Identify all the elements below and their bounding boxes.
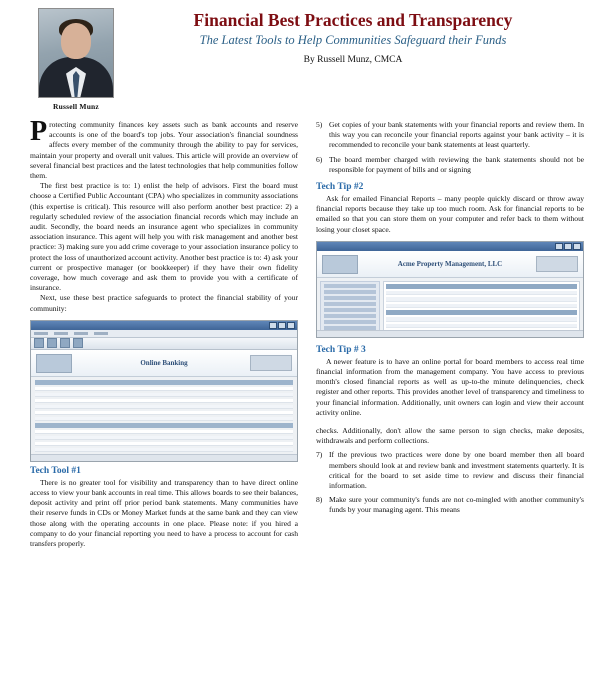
list-item-number: 8) (316, 495, 323, 505)
figure-online-banking (30, 320, 298, 462)
close-icon (287, 322, 295, 329)
author-name: Russell Munz (53, 102, 99, 111)
article-columns (0, 116, 612, 549)
paragraph-tech-tip-3: A newer feature is to have an online portal for board members to access real time financial information from the management company. You have access to previous month's closed financial reports as well as up-to-the minute delinquencies, check register and other reports. This provides another level of transparency and timeliness to your financial information. Additionally, unit owners can login and view their account activity online. (316, 356, 584, 417)
figure-app-banner (31, 350, 297, 377)
sidebar-item (324, 302, 376, 306)
list-item (316, 120, 584, 151)
heading-tech-tip-3: Tech Tip # 3 (316, 344, 366, 355)
author-photo (38, 8, 114, 98)
account-summary-box (250, 355, 292, 371)
menu-item (54, 332, 68, 335)
forward-icon (47, 338, 57, 348)
menu-item (94, 332, 108, 335)
heading-tech-tip-2: Tech Tip #2 (316, 182, 364, 193)
table-row (35, 417, 293, 422)
paragraph-advisors: The first best practice is to: 1) enlist the help of advisors. First the board must choose a Certified Public Accountant (CPA) who specializes in community associations (this expertise is critical). This resource will also perform another best practice: 2) a regularly scheduled review of the association financial records which may include an audit. Secondly, the board needs an insurance agent who specializes in community association insurance. This agent will help you with risk management and another best practice: 3) making sure you add crime coverage to your association insurance policy to protect the loss of unauthorized account activity. Another best practice is to: 4) ask your current or prospective manager (or bookkeeper) if they have their own fidelity coverage, how much coverage and ask them to provide you with a certificate of insurance. (30, 181, 298, 293)
table-header (386, 284, 577, 289)
table-row (35, 442, 293, 447)
refresh-icon (60, 338, 70, 348)
table-header (35, 380, 293, 385)
table-row (386, 304, 577, 309)
menu-item (34, 332, 48, 335)
sidebar-item (324, 284, 376, 288)
list-item-number: 7) (316, 450, 323, 460)
list-item (316, 495, 584, 515)
table-row (386, 317, 577, 322)
paragraph-intro-text: rotecting community finances key assets such as bank accounts and reserve accounts is one of the board's top jobs. Your association's financial soundness affects every member of the community through the ability to pay for services, maintain your property and overall unit values. This article will provide an overview of several financial best practices and the latest technologies that help communities follow them. (30, 120, 298, 181)
figure-app-banner (317, 251, 583, 278)
list-item (316, 155, 584, 175)
sidebar-item (324, 320, 376, 324)
figure-portal-body (317, 278, 583, 338)
title-block (122, 6, 584, 65)
list-item-number: 6) (316, 154, 323, 164)
practices-list-top (316, 120, 584, 175)
table-row (35, 399, 293, 404)
photo-face-shape (61, 23, 91, 59)
figure-caption-tech-tool-1: Tech Tool #1 (30, 465, 81, 476)
left-column (30, 116, 298, 549)
table-row (386, 291, 577, 296)
right-column (316, 120, 584, 549)
home-icon (73, 338, 83, 348)
figure-app-title: Acme Property Management, LLC (397, 259, 503, 268)
bank-logo-icon (36, 354, 72, 373)
page-subtitle: The Latest Tools to Help Communities Safeguard their Funds (199, 33, 507, 48)
sidebar-item (324, 308, 376, 312)
table-header (386, 310, 577, 315)
figure-account-grid (31, 377, 297, 462)
portal-login-box (536, 256, 578, 272)
figure-statusbar (317, 330, 583, 337)
figure-toolbar (31, 338, 297, 350)
paragraph-intro (30, 116, 298, 181)
table-row (386, 324, 577, 329)
table-row (35, 411, 293, 416)
byline: By Russell Munz, CMCA (303, 55, 403, 66)
close-icon (573, 243, 581, 250)
sidebar-item (324, 290, 376, 294)
page-title: Financial Best Practices and Transparency (193, 10, 513, 30)
figure-statusbar (31, 454, 297, 461)
practices-list-bottom (316, 450, 584, 515)
figure-menubar (31, 330, 297, 338)
maximize-icon (278, 322, 286, 329)
minimize-icon (269, 322, 277, 329)
author-block (30, 6, 122, 111)
maximize-icon (564, 243, 572, 250)
paragraph-tech-tool-1: There is no greater tool for visibility and transparency than to have direct online access to view your bank accounts in real time. This allows boards to see their balances, deposit activity and print off prior period bank statements. Many communities have their reserve funds in CDs or Money Market funds at the same bank and they can view those along with the operating accounts in one place. Please note: if you hired a company to do your financial reporting you need to have a process to account for cash transfers properly. (30, 477, 298, 549)
drop-cap: P (30, 116, 48, 147)
list-item-text: Make sure your community's funds are not co-mingled with another community's funds by your managing agent. This means (329, 495, 584, 515)
table-header (35, 423, 293, 428)
sidebar-item (324, 296, 376, 300)
article-header (0, 0, 612, 120)
figure-titlebar (317, 242, 583, 251)
list-item-text: If the previous two practices were done by one board member then all board members should look at and review bank and investment statements quarterly. It is critical for the board to set aside time to review and discuss their financial information. (329, 450, 584, 491)
table-row (35, 393, 293, 398)
company-logo-icon (322, 255, 358, 274)
table-row (386, 297, 577, 302)
minimize-icon (555, 243, 563, 250)
list-item-number: 5) (316, 120, 323, 129)
paragraph-safeguards-lead: Next, use these best practice safeguards to protect the financial stability of your community: (30, 293, 298, 313)
list-item-text: Get copies of your bank statements with your financial reports and review them. In this way you can reconcile your financial reports against your bank activity – it is recommended to reconcile your bank statements at least quarterly. (329, 120, 584, 150)
figure-app-title: Online Banking (140, 358, 188, 367)
list-item (316, 450, 584, 491)
figure-management-portal (316, 241, 584, 338)
list-item-text: The board member charged with reviewing the bank statements should not be responsible for payment of bills and or signing (329, 154, 584, 174)
paragraph-continuation: checks. Additionally, don't allow the same person to sign checks, make deposits, withdrawals and perform collections. (316, 426, 584, 446)
table-row (35, 405, 293, 410)
menu-item (74, 332, 88, 335)
sidebar-item (324, 314, 376, 318)
paragraph-tech-tip-2: Ask for emailed Financial Reports – many people quickly discard or throw away financial reports because they take up too much room. Ask for financial reports to be emailed so that you can store them on your computer and refer back to them without losing your closet space. (316, 194, 584, 234)
table-row (35, 448, 293, 453)
back-icon (34, 338, 44, 348)
table-row (35, 436, 293, 441)
table-row (35, 387, 293, 392)
figure-titlebar (31, 321, 297, 330)
table-row (35, 430, 293, 435)
